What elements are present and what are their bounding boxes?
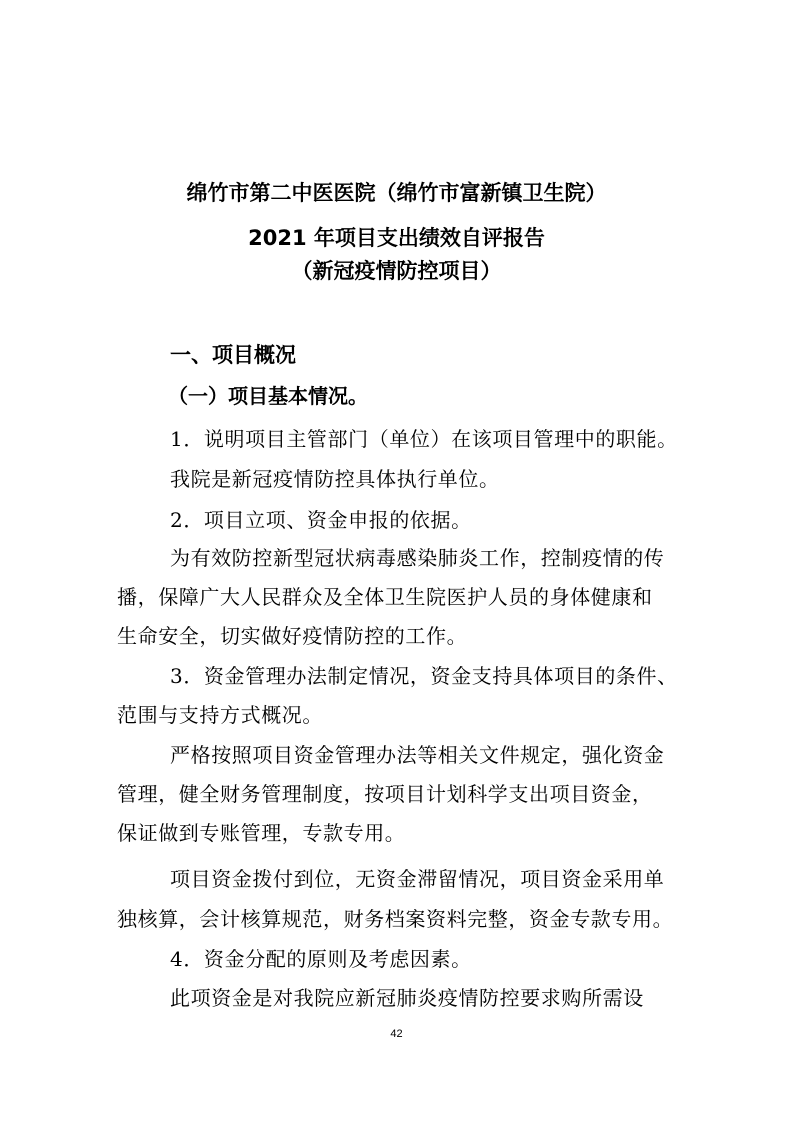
- paragraph-line: 保证做到专账管理，专款专用。: [117, 821, 406, 845]
- paragraph-line: 项目资金拨付到位，无资金滞留情况，项目资金采用单: [170, 867, 665, 891]
- paragraph-line: 为有效防控新型冠状病毒感染肺炎工作，控制疫情的传: [170, 546, 665, 570]
- paragraph-line: 3．资金管理办法制定情况，资金支持具体项目的条件、: [170, 664, 678, 688]
- section-heading: 一、项目概况: [170, 343, 296, 367]
- paragraph-line: 4．资金分配的原则及考虑因素。: [170, 947, 472, 971]
- paragraph-line: 管理，健全财务管理制度，按项目计划科学支出项目资金，: [117, 782, 653, 806]
- paragraph-line: 播，保障广大人民群众及全体卫生院医护人员的身体健康和: [117, 585, 653, 609]
- paragraph-line: 我院是新冠疫情防控具体执行单位。: [170, 467, 500, 491]
- subsection-heading: （一）项目基本情况。: [168, 384, 368, 408]
- paragraph-line: 此项资金是对我院应新冠肺炎疫情防控要求购所需设: [170, 986, 644, 1010]
- paragraph-line: 1．说明项目主管部门（单位）在该项目管理中的职能。: [170, 427, 678, 451]
- report-title-line2: 2021 年项目支出绩效自评报告: [248, 226, 545, 250]
- paragraph-line: 范围与支持方式概况。: [117, 703, 323, 727]
- report-title-line1: 绵竹市第二中医医院（绵竹市富新镇卫生院）: [186, 181, 607, 205]
- paragraph-line: 生命安全，切实做好疫情防控的工作。: [117, 624, 468, 648]
- paragraph-line: 严格按照项目资金管理办法等相关文件规定，强化资金: [170, 743, 665, 767]
- paragraph-line: 2．项目立项、资金申报的依据。: [170, 508, 472, 532]
- page-number: 42: [390, 1028, 403, 1040]
- paragraph-line: 独核算，会计核算规范，财务档案资料完整，资金专款专用。: [117, 907, 674, 931]
- report-title-line3: （新冠疫情防控项目）: [291, 259, 502, 283]
